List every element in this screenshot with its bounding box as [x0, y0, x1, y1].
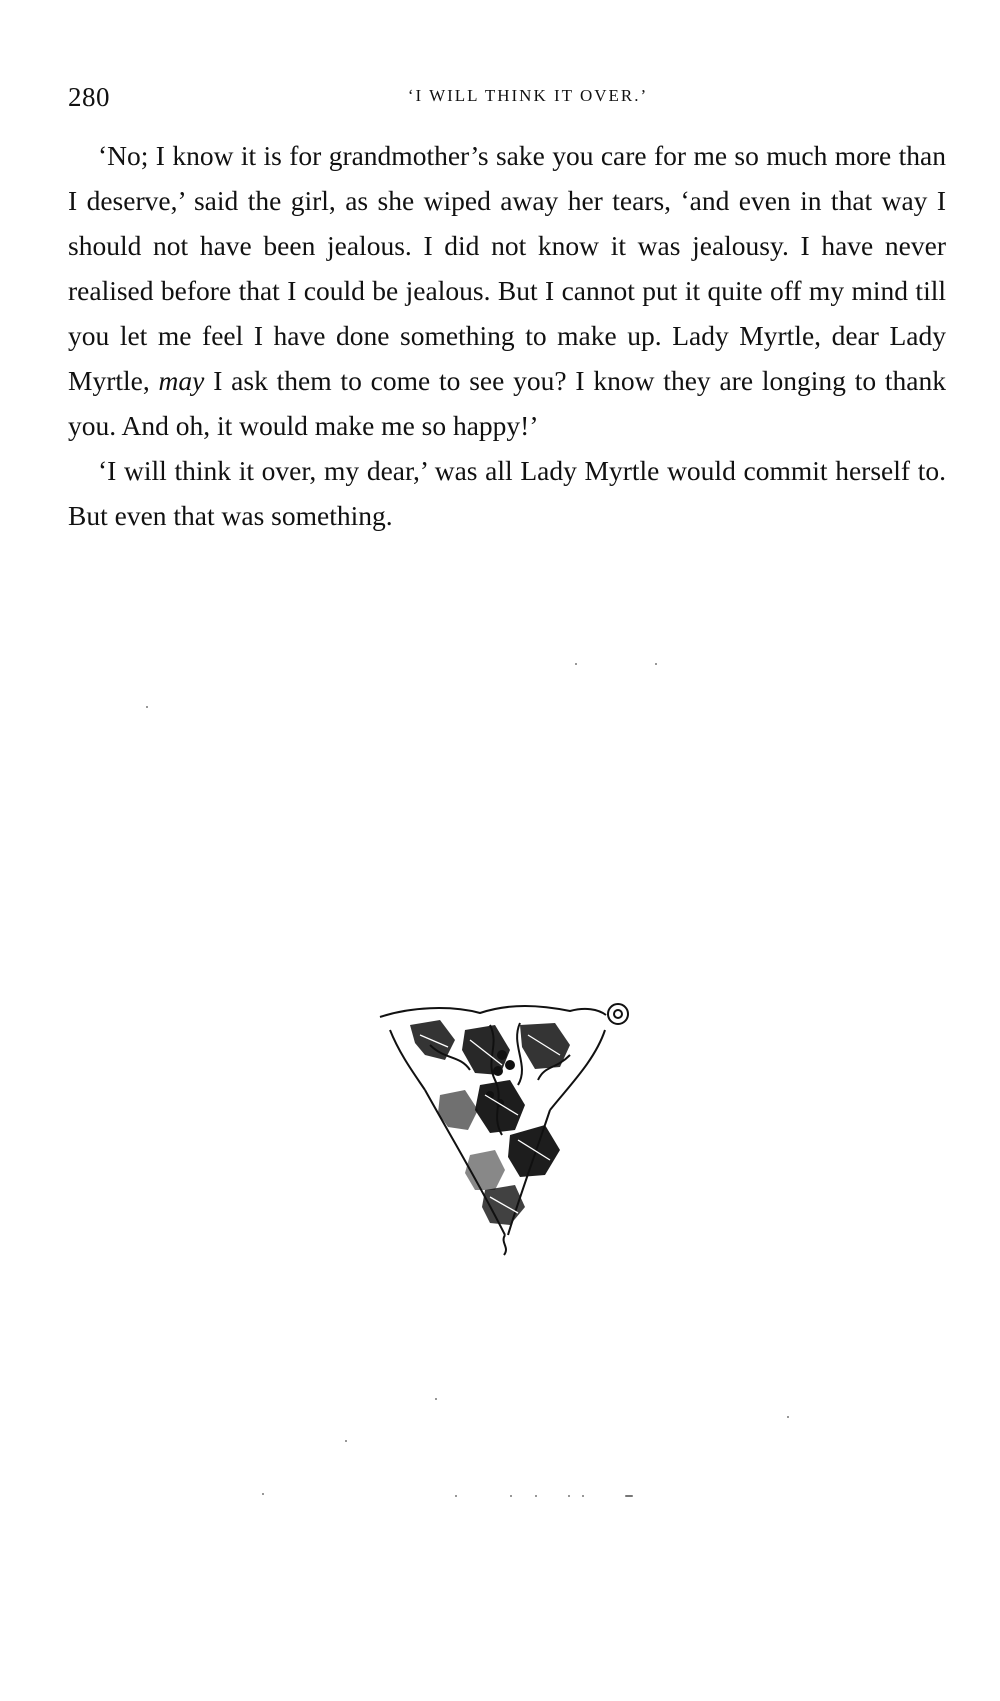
paragraph-1-text: ‘No; I know it is for grandmother’s sake you care for me so much more than I deserve,’ said the girl, as she wiped away her tears, ‘and even in that way I should not have been jealous. I did not know it was jealousy. I have never realised before that I could be jealous. But I cannot put it quite off my mind till you let me feel I have done something to make up. Lady Myrtle, dear Lady Myrtle,	[68, 140, 946, 396]
page-number: 280	[68, 82, 110, 112]
running-head	[68, 82, 948, 118]
running-head-title: ‘I WILL THINK IT OVER.’	[407, 86, 649, 105]
grapevine-vignette-icon	[370, 985, 645, 1260]
body-text	[68, 133, 946, 538]
paragraph-1-emphasis: may	[158, 365, 205, 396]
paragraph-1-end: I ask them to come to see you? I know they are longing to thank you. And oh, it would make me so happy!’	[68, 365, 946, 441]
paragraph-1	[68, 133, 946, 448]
paragraph-2: ‘I will think it over, my dear,’ was all Lady Myrtle would commit herself to. But even that was something.	[68, 455, 946, 531]
